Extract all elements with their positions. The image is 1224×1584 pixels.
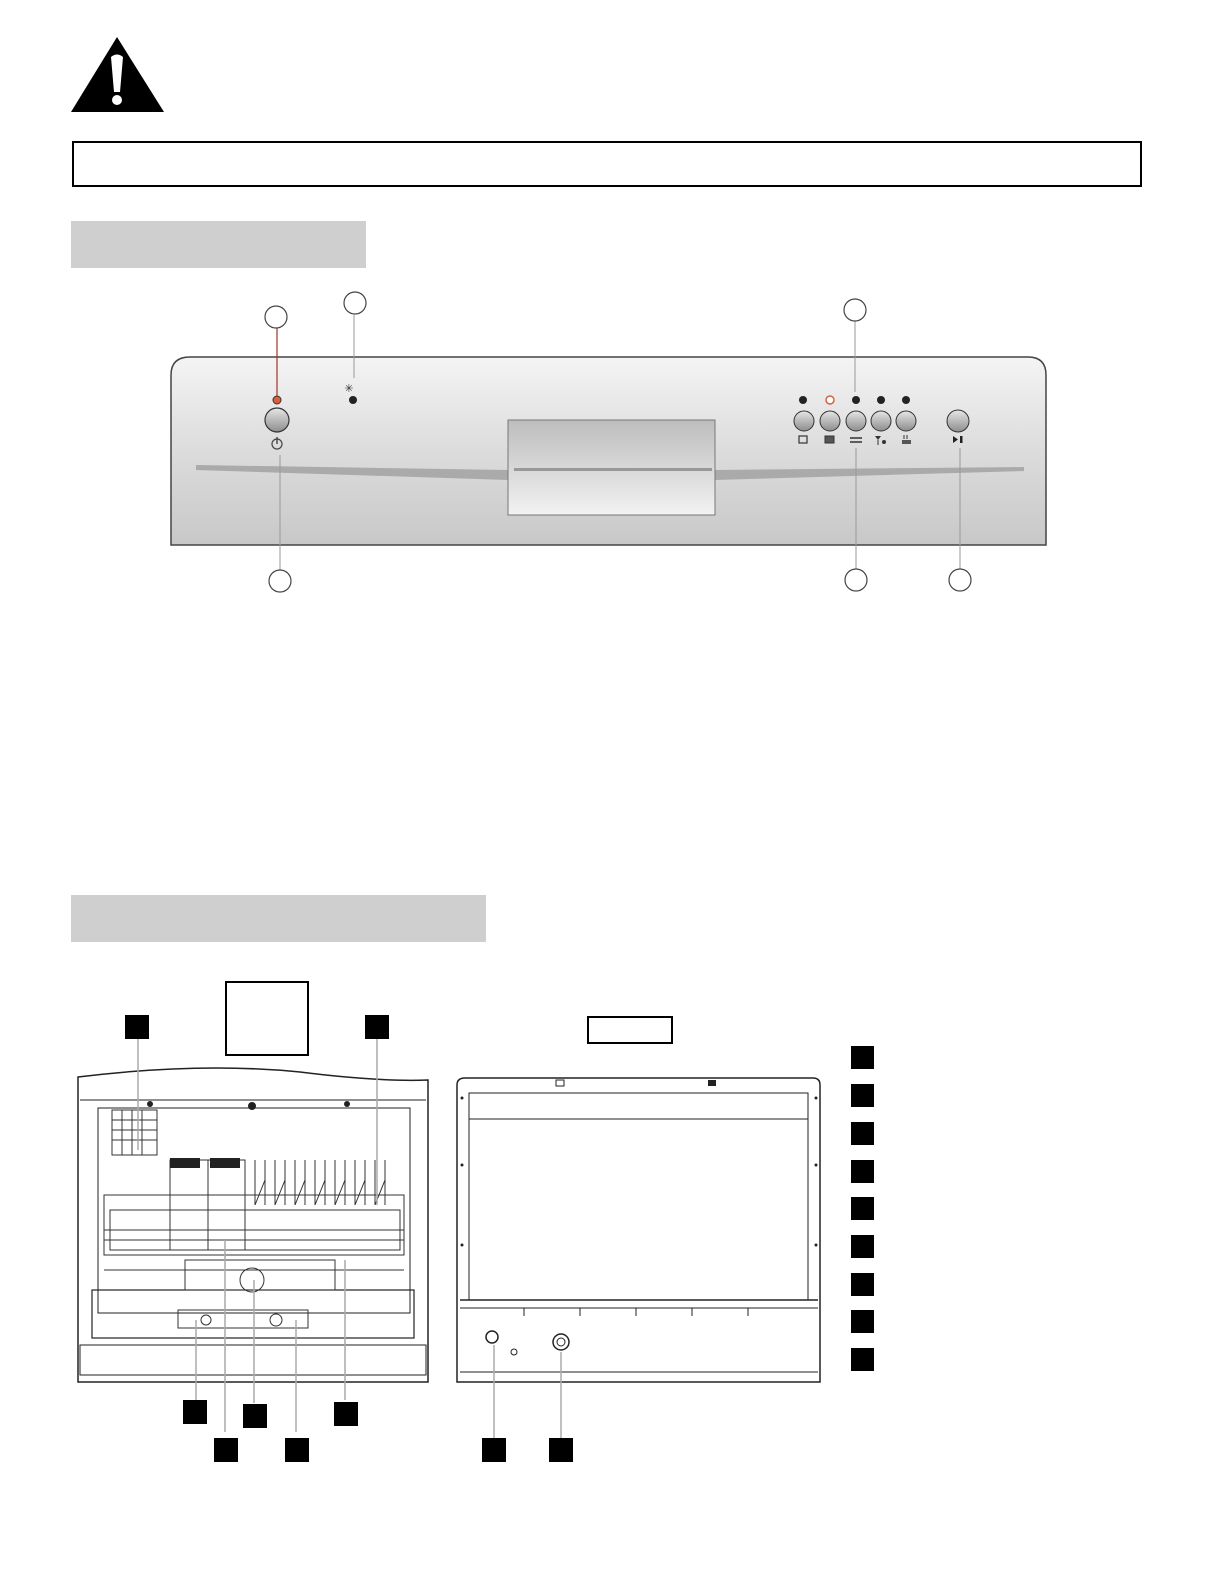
- callout-marker-back-1: [482, 1438, 506, 1462]
- legend-marker-4: [851, 1160, 874, 1183]
- back-view-label-box: [588, 1017, 672, 1043]
- callout-marker-back-2: [549, 1438, 573, 1462]
- legend-marker-1: [851, 1046, 874, 1069]
- legend-marker-2: [851, 1084, 874, 1107]
- rinse-aid-icon: ✳: [344, 382, 354, 395]
- legend-marker-5: [851, 1197, 874, 1220]
- legend-marker-9: [851, 1348, 874, 1371]
- legend-marker-6: [851, 1235, 874, 1258]
- legend-marker-3: [851, 1122, 874, 1145]
- legend-marker-7: [851, 1273, 874, 1296]
- legend-marker-8: [851, 1310, 874, 1333]
